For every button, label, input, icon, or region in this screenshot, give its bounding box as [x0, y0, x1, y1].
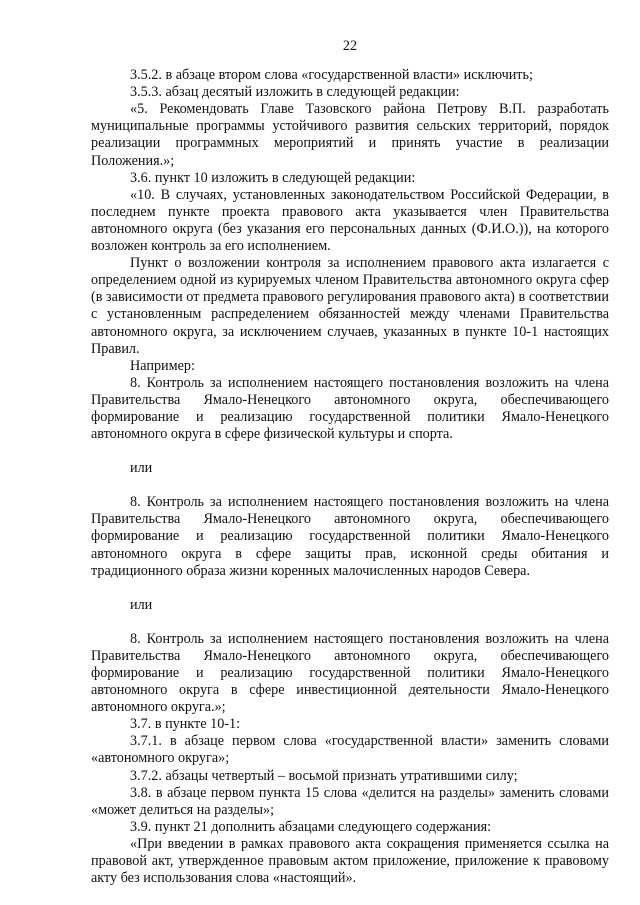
paragraph: «10. В случаях, установленных законодательством Российской Федерации, в последнем пункте проекта правового акта указывается член Правительства автономного округа (без указания его персональных данных (Ф.И.О.)), на которого возложен контроль за его исполнением. — [91, 186, 609, 255]
paragraph: 3.7. в пункте 10-1: — [130, 716, 241, 733]
paragraph: Например: — [130, 357, 195, 374]
paragraph: 3.8. в абзаце первом пункта 15 слова «делится на разделы» заменить словами «может делиться на разделы»; — [91, 784, 609, 818]
paragraph: 3.7.1. в абзаце первом слова «государственной власти» заменить словами «автономного округа»; — [91, 733, 609, 767]
page-number: 22 — [342, 38, 358, 54]
blank-line — [91, 580, 609, 597]
paragraph: Пункт о возложении контроля за исполнением правового акта излагается с определением одной из курируемых членом Правительства автономного округа сфер (в зависимости от предмета правового регулирования правового акта) в соответствии с установленным распределением обязанностей между членами Правительства автономного округа, за исключением случаев, указанных в пункте 10-1 настоящих Правил. — [91, 255, 609, 357]
paragraph: 3.9. пункт 21 дополнить абзацами следующего содержания: — [130, 818, 492, 835]
example-paragraph: 8. Контроль за исполнением настоящего постановления возложить на члена Правительства Ямало-Ненецкого автономного округа, обеспечивающего формирование и реализацию государственной политики Ямало-Ненецкого автономного округа в сфере физической культуры и спорта. — [91, 374, 609, 443]
paragraph: 3.7.2. абзацы четвертый – восьмой признать утратившими силу; — [130, 767, 518, 784]
paragraph: 3.6. пункт 10 изложить в следующей редакции: — [130, 169, 416, 186]
or-separator: или — [130, 596, 153, 613]
paragraph: «5. Рекомендовать Главе Тазовского района Петрову В.П. разработать муниципальные программы устойчивого развития сельских территорий, порядок реализации программных мероприятий и принять участие в реализации Положения.»; — [91, 101, 609, 169]
paragraph: «При введении в рамках правового акта сокращения применяется ссылка на правовой акт, утвержденное правовым актом приложение, приложение к правовому акту без использования слова «настоящий». — [91, 835, 609, 887]
blank-line — [91, 477, 609, 494]
or-separator: или — [130, 460, 153, 477]
blank-line — [91, 614, 609, 631]
blank-line — [91, 443, 609, 460]
paragraph: 3.5.2. в абзаце втором слова «государственной власти» исключить; — [130, 67, 533, 84]
example-paragraph: 8. Контроль за исполнением настоящего постановления возложить на члена Правительства Ямало-Ненецкого автономного округа, обеспечивающего формирование и реализацию государственной политики Ямало-Ненецкого автономного округа в сфере защиты прав, исконной среды обитания и традиционного образа жизни коренных малочисленных народов Севера. — [91, 494, 609, 579]
example-paragraph: 8. Контроль за исполнением настоящего постановления возложить на члена Правительства Ямало-Ненецкого автономного округа, обеспечивающего формирование и реализацию государственной политики Ямало-Ненецкого автономного округа в сфере инвестиционной деятельности Ямало-Ненецкого автономного округа.»; — [91, 630, 609, 716]
paragraph: 3.5.3. абзац десятый изложить в следующей редакции: — [130, 84, 460, 101]
